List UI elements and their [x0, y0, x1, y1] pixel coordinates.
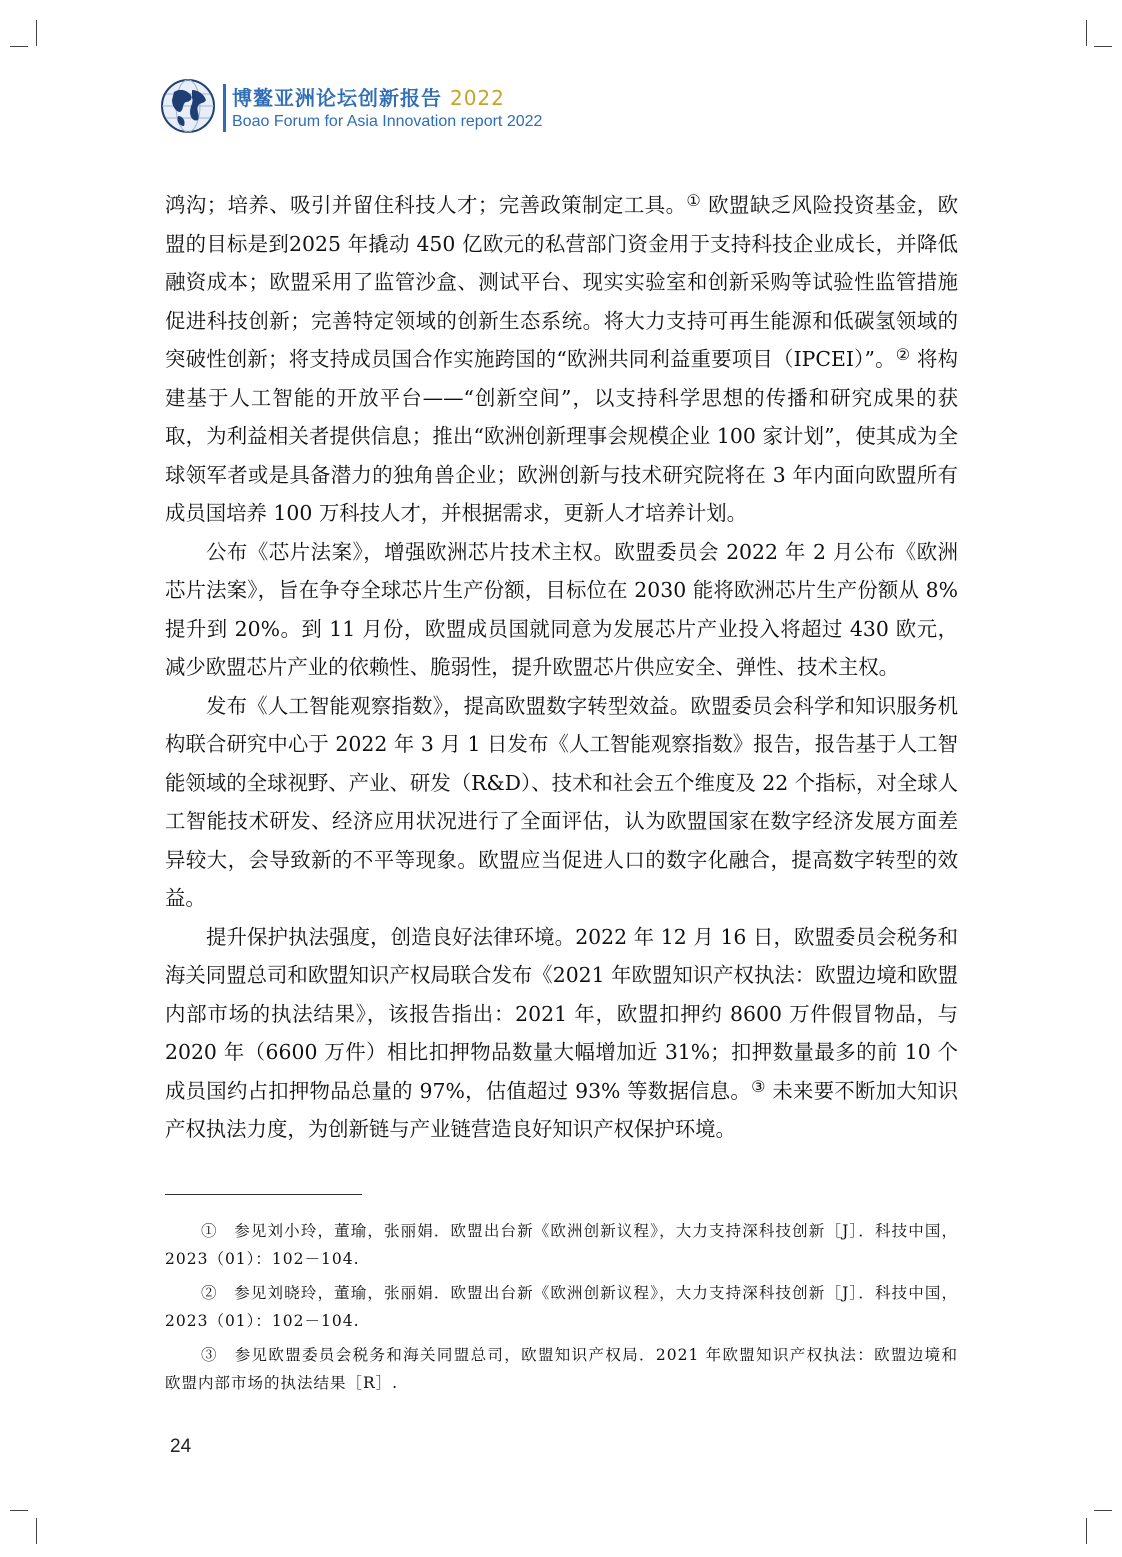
footnote: ② 参见刘晓玲，董瑜，张丽娟．欧盟出台新《欧洲创新议程》，大力支持深科技创新［J］．科技中国，2023（01）：102－104. — [165, 1284, 958, 1330]
crop-mark — [36, 20, 37, 46]
paragraph-text: 欧盟缺乏风险投资基金，欧盟的目标是到2025 年撬动 450 亿欧元的私营部门资金用于支持科技企业成长，并降低融资成本；欧盟采用了监管沙盒、测试平台、现实实验室和创新采购等试验性监管措施促进科技创新；完善特定领域的创新生态系统。将大力支持可再生能源和低碳氢领域的突破性创新；将支持成员国合作实施跨国的“欧洲共同利益重要项目（IPCEI）”。 — [165, 193, 958, 371]
crop-mark — [10, 46, 28, 47]
report-subtitle: Boao Forum for Asia Innovation report 2022 — [232, 113, 543, 130]
crop-mark — [1094, 46, 1112, 47]
footnote-separator — [165, 1194, 362, 1195]
paragraph — [165, 918, 958, 1149]
page-number: 24 — [170, 1436, 192, 1457]
header-divider — [223, 84, 226, 132]
paragraph-text: 鸿沟；培养、吸引并留住科技人才；完善政策制定工具。 — [165, 193, 687, 217]
crop-mark — [1086, 20, 1087, 46]
paragraph: 公布《芯片法案》，增强欧洲芯片技术主权。欧盟委员会 2022 年 2 月公布《欧洲芯片法案》，旨在争夺全球芯片生产份额，目标位在 2030 能将欧洲芯片生产份额从 8% 提升到 20%。到 11 月份，欧盟成员国就同意为发展芯片产业投入将超过 430 欧元，减少欧盟芯片产业的依赖性、脆弱性，提升欧盟芯片供应安全、弹性、技术主权。 — [165, 539, 958, 679]
paragraph-text: 将构建基于人工智能的开放平台——“创新空间”，以支持科学思想的传播和研究成果的获取，为利益相关者提供信息；推出“欧洲创新理事会规模企业 100 家计划”，使其成为全球领军者或是具备潜力的独角兽企业；欧洲创新与技术研究院将在 3 年内面向欧盟所有成员国培养 100 万科技人才，并根据需求，更新人才培养计划。 — [165, 347, 959, 525]
footnote-ref[interactable]: ② — [895, 345, 911, 364]
paragraph — [165, 186, 958, 533]
paragraph-text: 未来要不断加大知识产权执法力度，为创新链与产业链营造良好知识产权保护环境。 — [165, 1078, 958, 1141]
report-title-cn: 博鳌亚洲论坛创新报告 — [232, 86, 442, 110]
globe-logo-icon — [160, 78, 216, 134]
crop-mark — [1086, 1518, 1087, 1544]
report-year: 2022 — [449, 86, 505, 110]
footnote: ① 参见刘小玲，董瑜，张丽娟．欧盟出台新《欧洲创新议程》，大力支持深科技创新［J］．科技中国，2023（01）：102－104. — [165, 1222, 958, 1268]
page-header — [160, 78, 760, 138]
crop-mark — [1094, 1510, 1112, 1511]
footnote-ref[interactable]: ① — [686, 191, 702, 210]
crop-mark — [10, 1510, 28, 1511]
crop-mark — [36, 1518, 37, 1544]
paragraph-text: 提升保护执法强度，创造良好法律环境。2022 年 12 月 16 日，欧盟委员会税务和海关同盟总司和欧盟知识产权局联合发布《2021 年欧盟知识产权执法：欧盟边境和欧盟内部市场的执法结果》，该报告指出：2021 年，欧盟扣押约 8600 万件假冒物品，与 2020 年（6600 万件）相比扣押物品数量大幅增加近 31%；扣押数量最多的前 10 个成员国约占扣押物品总量的 97%，估值超过 93% 等数据信息。 — [165, 924, 958, 1103]
body-text — [165, 186, 958, 1149]
footnotes — [165, 1217, 958, 1403]
footnote: ③ 参见欧盟委员会税务和海关同盟总司，欧盟知识产权局．2021 年欧盟知识产权执法：欧盟边境和欧盟内部市场的执法结果［R］. — [165, 1346, 958, 1392]
footnote-ref[interactable]: ③ — [751, 1076, 766, 1096]
paragraph: 发布《人工智能观察指数》，提高欧盟数字转型效益。欧盟委员会科学和知识服务机构联合研究中心于 2022 年 3 月 1 日发布《人工智能观察指数》报告，报告基于人工智能领域的全球视野、产业、研发（R&D）、技术和社会五个维度及 22 个指标，对全球人工智能技术研发、经济应用状况进行了全面评估，认为欧盟国家在数字经济发展方面差异较大，会导致新的不平等现象。欧盟应当促进人口的数字化融合，提高数字转型的效益。 — [165, 693, 958, 910]
report-title — [232, 82, 505, 111]
